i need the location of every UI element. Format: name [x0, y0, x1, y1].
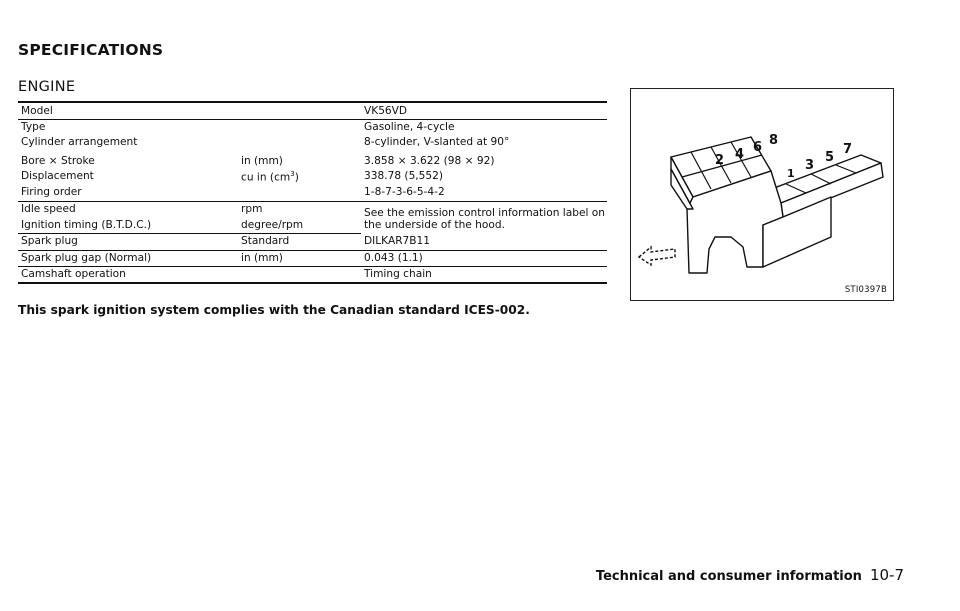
row-label: Type [21, 121, 46, 134]
header-label: Model [18, 102, 238, 120]
table-row [18, 250, 607, 266]
row-value: 0.043 (1.1) [361, 250, 607, 266]
section-heading: SPECIFICATIONS [18, 41, 164, 59]
row-unit: in (mm) [241, 154, 283, 167]
row-label: Displacement [21, 169, 94, 182]
row-unit: Standard [238, 234, 361, 250]
row-value: Timing chain [361, 266, 607, 283]
row-unit: degree/rpm [238, 218, 361, 234]
subsection-heading: ENGINE [18, 79, 76, 95]
row-label: Bore × Stroke [21, 154, 95, 167]
cylinder-number-2: 2 [715, 153, 725, 168]
row-unit: in (mm) [238, 250, 361, 266]
row-label: Spark plug [18, 234, 238, 250]
row-value: DILKAR7B11 [361, 234, 607, 250]
cylinder-number-3: 3 [805, 158, 815, 173]
table-row [18, 169, 607, 186]
table-row [18, 135, 607, 153]
row-unit: rpm [241, 202, 263, 215]
cylinder-layout-figure [630, 88, 894, 301]
table-header-row [18, 102, 607, 120]
ices-compliance-notice: This spark ignition system complies with the Canadian standard ICES-002. [18, 303, 530, 317]
row-label: Firing order [18, 185, 238, 201]
cylinder-number-1: 1 [787, 167, 795, 180]
front-arrow-icon [639, 247, 675, 265]
row-label: Idle speed [21, 202, 76, 215]
row-label: Ignition timing (B.T.D.C.) [18, 218, 238, 234]
table-row [18, 120, 607, 136]
header-model-value: VK56VD [361, 102, 607, 120]
cylinder-number-7: 7 [843, 142, 853, 157]
page-number: 10-7 [869, 566, 904, 584]
row-label: Camshaft operation [18, 266, 238, 283]
header-unit [238, 102, 361, 120]
engine-spec-table [18, 101, 607, 284]
row-value: 8-cylinder, V-slanted at 90° [364, 136, 510, 149]
row-value: 1-8-7-3-6-5-4-2 [361, 185, 607, 201]
row-value: 338.78 (5,552) [364, 169, 444, 182]
table-row [18, 266, 607, 283]
row-value: 3.858 × 3.622 (98 × 92) [364, 154, 495, 167]
row-value: See the emission control information label on the underside of the hood. [364, 206, 605, 232]
engine-block-illustration [631, 89, 893, 300]
cylinder-number-4: 4 [735, 147, 745, 162]
row-unit: cu in $(cm^3)$ [241, 169, 299, 184]
row-value: Gasoline, 4-cycle [364, 121, 455, 134]
table-row [18, 201, 607, 217]
row-label: Spark plug gap (Normal) [18, 250, 238, 266]
row-label: Cylinder arrangement [21, 136, 138, 149]
figure-id: STI0397B [844, 285, 887, 295]
footer-section-title: Technical and consumer information [595, 569, 862, 584]
cylinder-number-8: 8 [769, 133, 779, 148]
cylinder-number-5: 5 [825, 150, 835, 165]
table-row [18, 234, 607, 250]
table-row [18, 154, 607, 169]
page-footer [596, 566, 904, 584]
table-row [18, 185, 607, 201]
cylinder-number-6: 6 [753, 140, 763, 155]
